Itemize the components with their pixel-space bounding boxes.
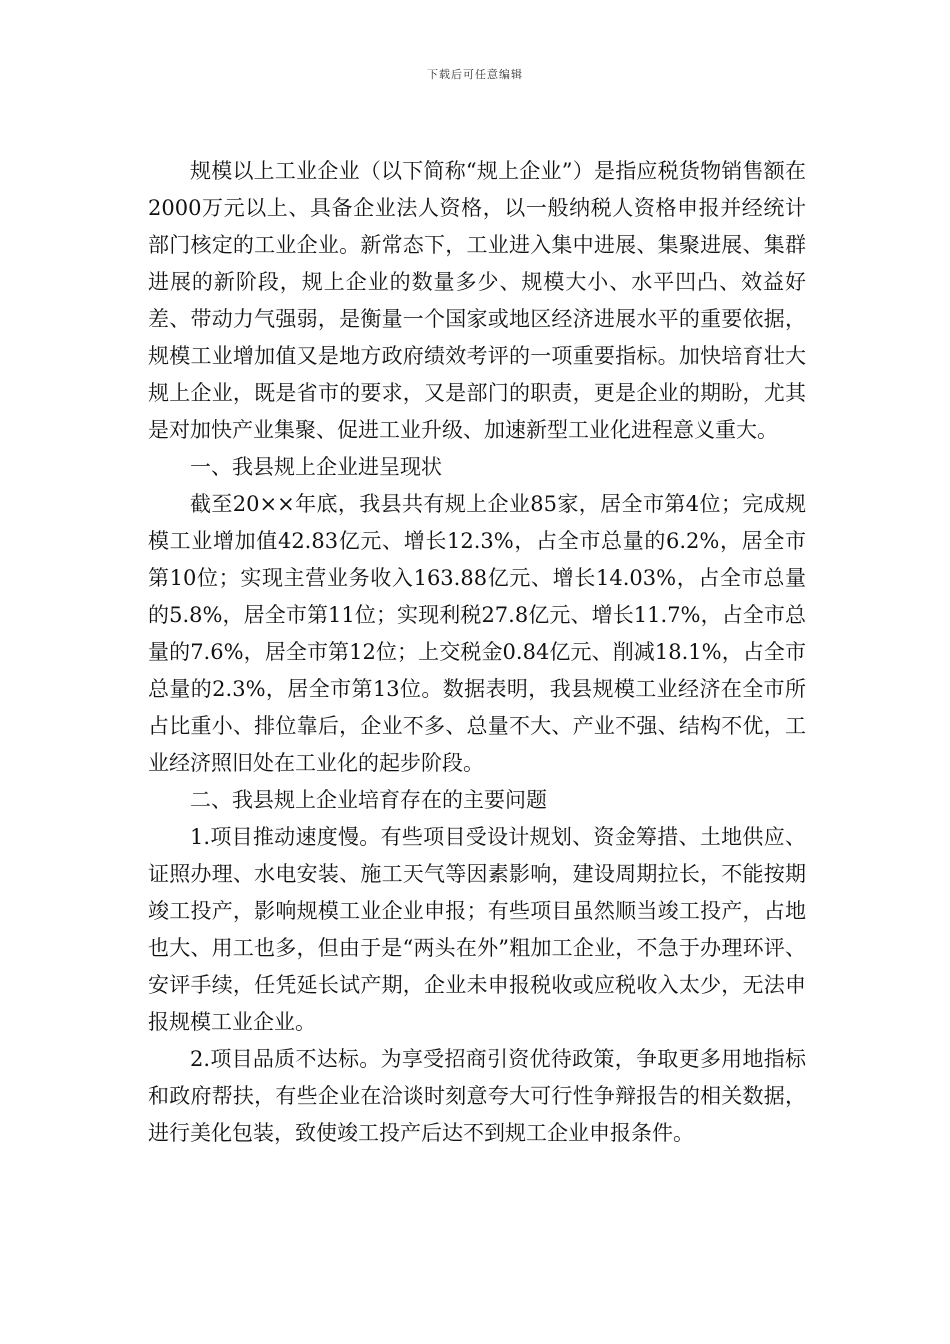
header-note: 下载后可任意编辑 [427, 68, 523, 81]
section-heading-problems: 二、我县规上企业培育存在的主要问题 [190, 788, 547, 812]
paragraph-problem-2: 2.项目品质不达标。为享受招商引资优待政策，争取更多用地指标和政府帮扶，有些企业在洽谈时刻意夸大可行性争辩报告的相关数据，进行美化包装，致使竣工投产后达不到规工企业申报条件。 [148, 1047, 806, 1145]
document-body [148, 153, 806, 1152]
paragraph-intro: 规模以上工业企业（以下简称“规上企业”）是指应税货物销售额在2000万元以上、具备企业法人资格，以一般纳税人资格申报并经统计部门核定的工业企业。新常态下，工业进入集中进展、集聚进展、集群进展的新阶段，规上企业的数量多少、规模大小、水平凹凸、效益好差、带动力气强弱，是衡量一个国家或地区经济进展水平的重要依据，规模工业增加值又是地方政府绩效考评的一项重要指标。加快培育壮大规上企业，既是省市的要求，又是部门的职责，更是企业的期盼，尤其是对加快产业集聚、促进工业升级、加速新型工业化进程意义重大。 [148, 159, 806, 442]
paragraph-status: 截至20××年底，我县共有规上企业85家，居全市第4位；完成规模工业增加值42.83亿元、增长12.3%，占全市总量的6.2%，居全市第10位；实现主营业务收入163.88亿元、增长14.03%，占全市总量的5.8%，居全市第11位；实现利税27.8亿元、增长11.7%，占全市总量的7.6%，居全市第12位；上交税金0.84亿元、削减18.1%，占全市总量的2.3%，居全市第13位。数据表明，我县规模工业经济在全市所占比重小、排位靠后，企业不多、总量不大、产业不强、结构不优，工业经济照旧处在工业化的起步阶段。 [148, 492, 806, 775]
paragraph-problem-1: 1.项目推动速度慢。有些项目受设计规划、资金筹措、土地供应、证照办理、水电安装、施工天气等因素影响，建设周期拉长，不能按期竣工投产，影响规模工业企业申报；有些项目虽然顺当竣工投产，占地也大、用工也多，但由于是“两头在外”粗加工企业，不急于办理环评、安评手续，任凭延长试产期，企业未申报税收或应税收入太少，无法申报规模工业企业。 [148, 825, 806, 1034]
section-heading-status: 一、我县规上企业进呈现状 [190, 455, 442, 479]
